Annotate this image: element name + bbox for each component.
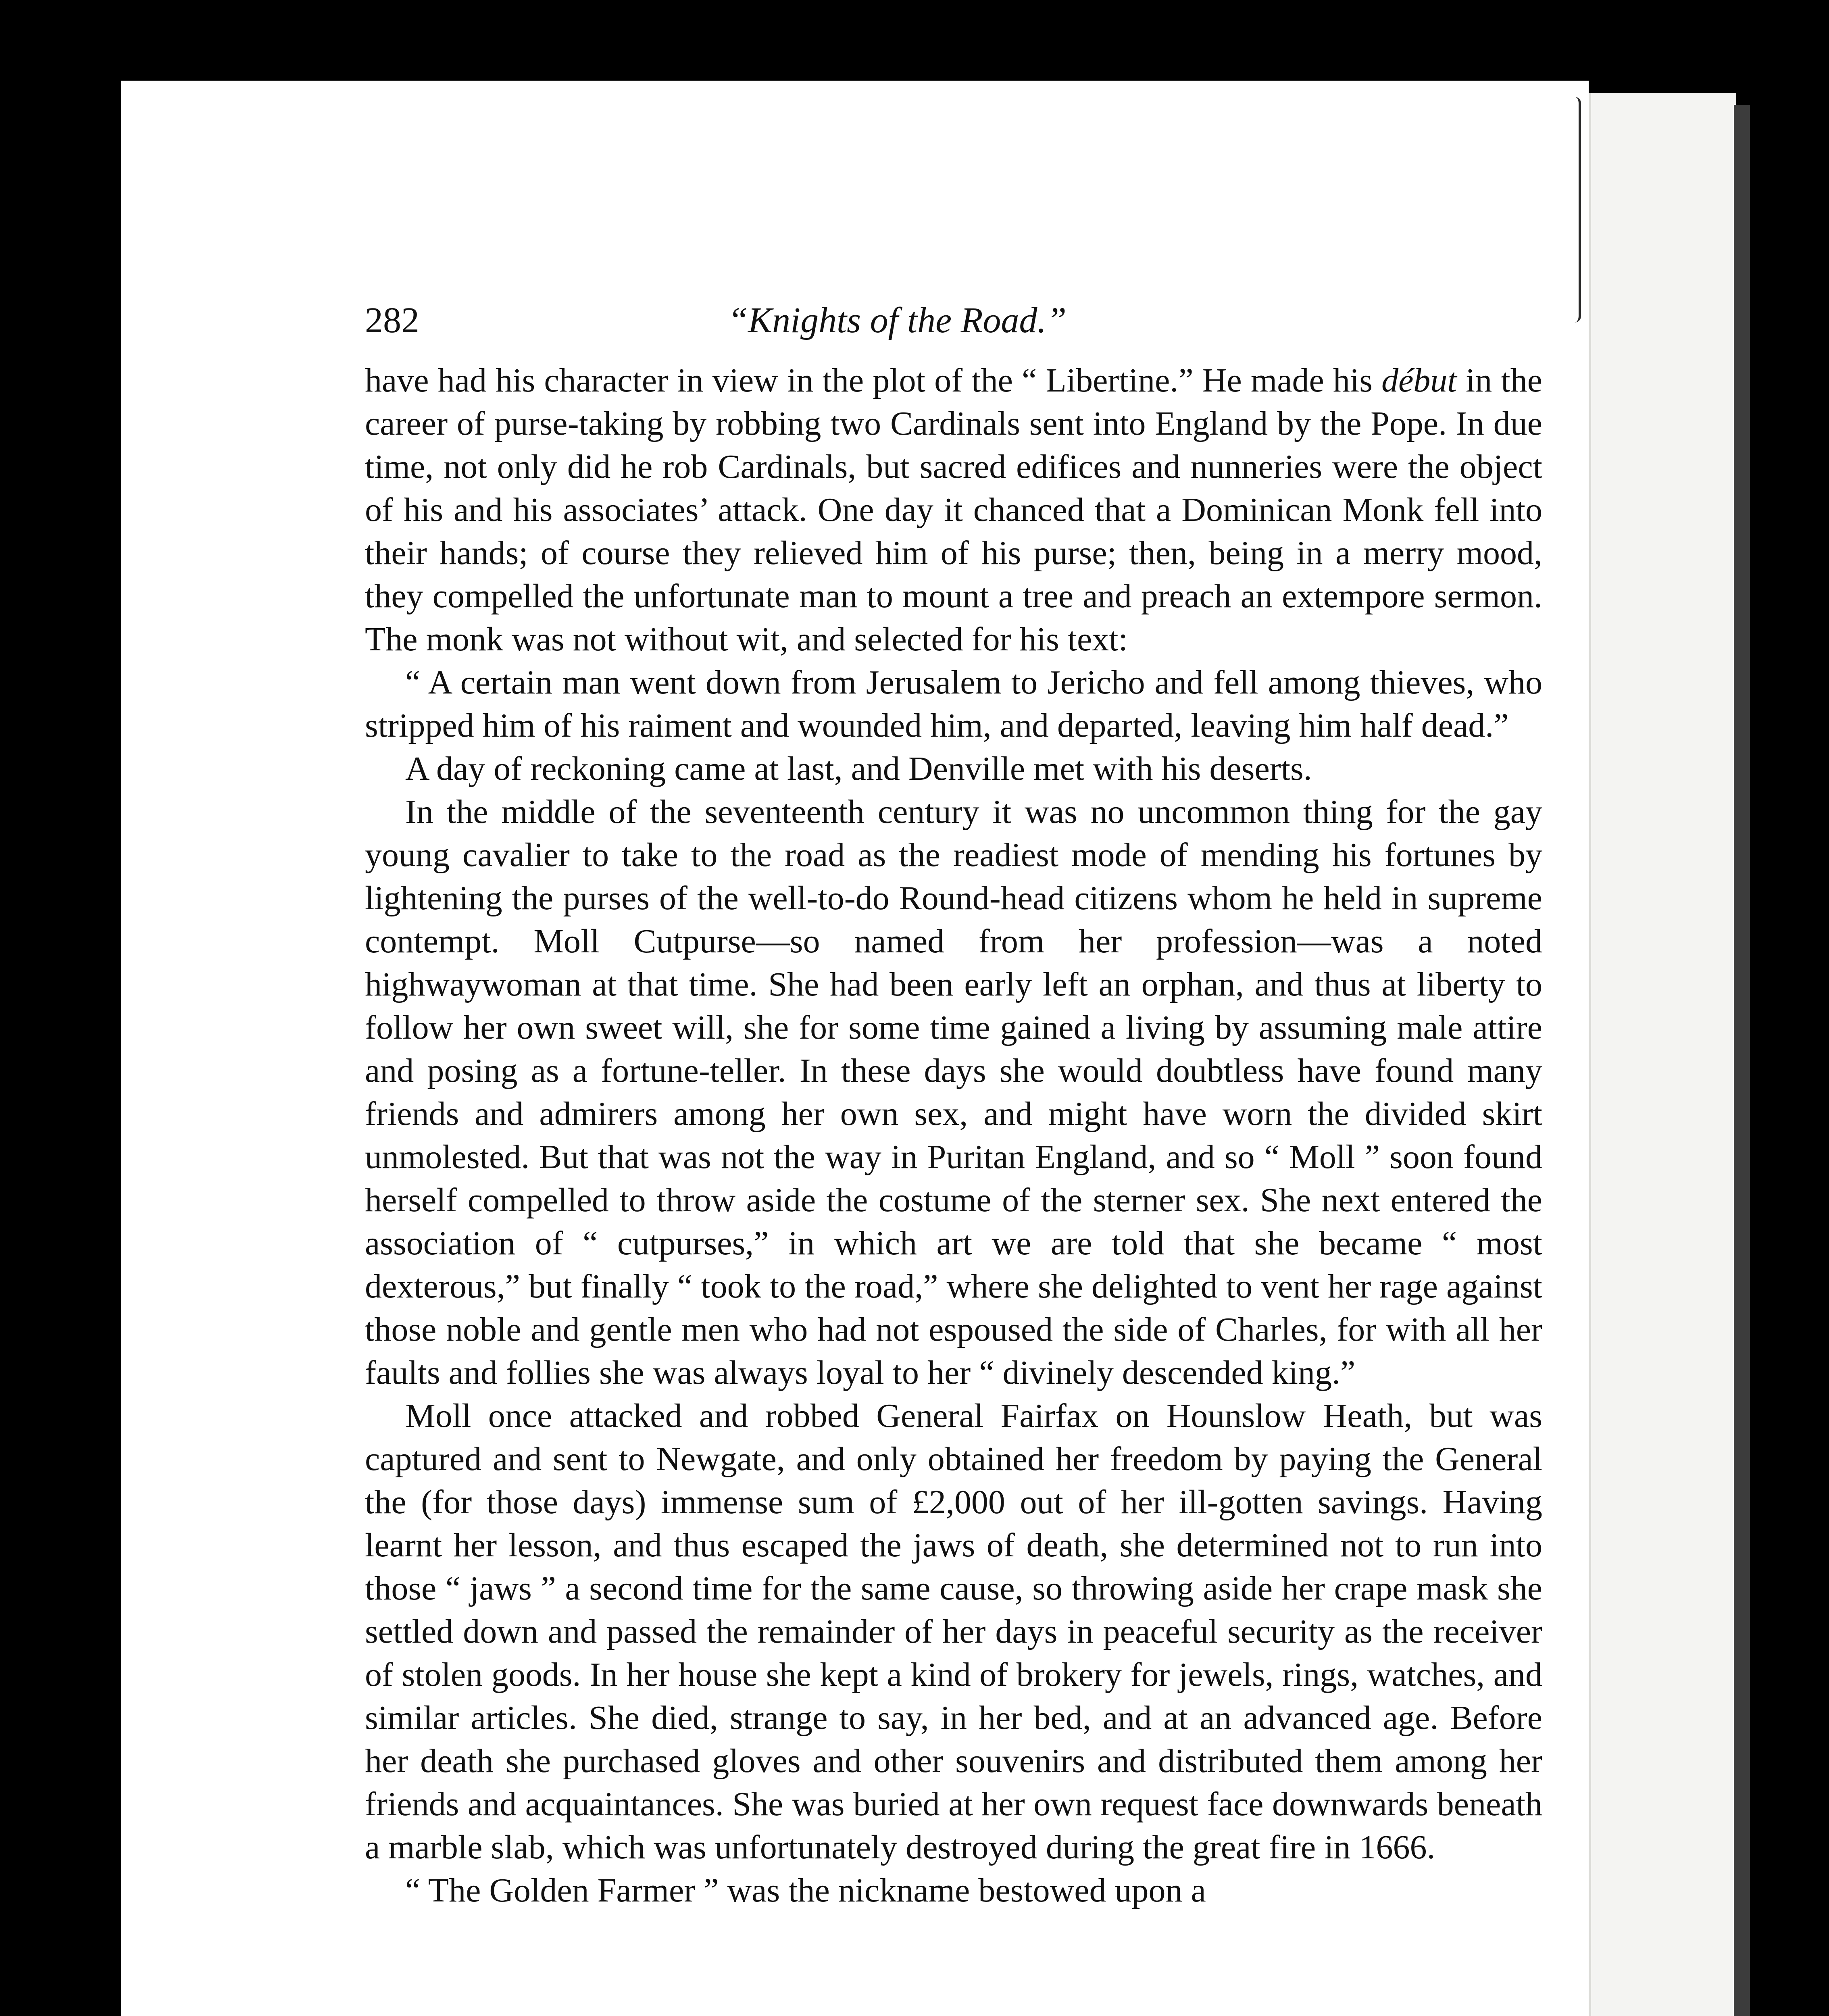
running-title: “Knights of the Road.”	[728, 300, 1067, 340]
paragraph: A day of reckoning came at last, and Denville met with his deserts.	[405, 750, 1312, 787]
page-header	[365, 290, 1542, 351]
paragraph-text: have had his character in view in the plot of the “ Libertine.” He made his	[365, 362, 1382, 399]
paragraph: “ The Golden Farmer ” was the nickname bestowed upon a	[405, 1872, 1206, 1909]
page-fold-line	[1575, 97, 1581, 323]
paragraph: In the middle of the seventeenth century it was no uncommon thing for the gay young cavalier to take to the road as the readiest mode of mending his fortunes by lightening the purses of the well-to-do Round-head citizens whom he held in supreme contempt. Moll Cutpurse—so named from her profession—was a noted highwaywoman at that time. She had been early left an orphan, and thus at liberty to follow her own sweet will, she for some time gained a living by assuming male attire and posing as a fortune-teller. In these days she would doubtless have found many friends and admirers among her own sex, and might have worn the divided skirt unmolested. But that was not the way in Puritan England, and so “ Moll ” soon found herself compelled to throw aside the costume of the sterner sex. She next entered the association of “ cutpurses,” in which art we are told that she became “ most dexterous,” but finally “ took to the road,” where she delighted to vent her rage against those noble and gentle men who had not espoused the side of Charles, for with all her faults and follies she was always loyal to her “ divinely descended king.”	[365, 793, 1542, 1391]
page-text	[365, 290, 1542, 1912]
page-fold	[1589, 93, 1736, 2016]
italic-word: début	[1381, 362, 1457, 399]
page-number: 282	[365, 300, 419, 340]
quotation: “ A certain man went down from Jerusalem to Jericho and fell among thieves, who stripped him of his raiment and wounded him, and departed, leaving him half dead.”	[365, 664, 1542, 744]
paragraph: Moll once attacked and robbed General Fairfax on Hounslow Heath, but was captured and sent to Newgate, and only obtained her freedom by paying the General the (for those days) immense sum of £2,000 out of her ill-gotten savings. Having learnt her lesson, and thus escaped the jaws of death, she determined not to run into those “ jaws ” a second time for the same cause, so throwing aside her crape mask she settled down and passed the remainder of her days in peaceful security as the receiver of stolen goods. In her house she kept a kind of brokery for jewels, rings, watches, and similar articles. She died, strange to say, in her bed, and at an advanced age. Before her death she purchased gloves and other souvenirs and distributed them among her friends and acquaintances. She was buried at her own request face downwards beneath a marble slab, which was unfortunately destroyed during the great fire in 1666.	[365, 1397, 1542, 1866]
book-spine	[1734, 105, 1750, 2016]
paragraph	[365, 359, 1542, 661]
paragraph-text: in the career of purse-taking by robbing two Cardinals sent into England by the Pope. In due time, not only did he rob Cardinals, but sacred edifices and nunneries were the object of his and his associates’ attack. One day it chanced that a Dominican Monk fell into their hands; of course they relieved him of his purse; then, being in a merry mood, they compelled the unfortunate man to mount a tree and preach an extempore sermon. The monk was not without wit, and selected for his text:	[365, 362, 1542, 658]
